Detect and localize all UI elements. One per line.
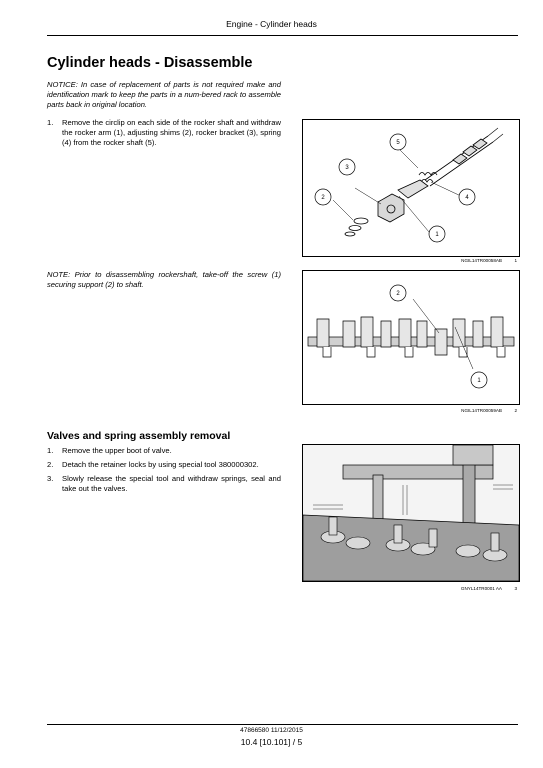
step-text: Remove the upper boot of valve. [62, 446, 172, 455]
callout-label: 3 [345, 165, 349, 171]
callout-label: 4 [465, 195, 469, 201]
step-number: 1. [47, 446, 54, 455]
figure-number: 2 [514, 408, 517, 413]
note-rockershaft: NOTE: Prior to disassembling rockershaft, take-off the screw (1) securing support (2) to shaft. [47, 270, 281, 289]
callout-label: 5 [396, 140, 400, 146]
list-item [47, 118, 281, 148]
step-number: 2. [47, 460, 54, 469]
callout-label: 1 [477, 378, 481, 384]
notice-replacement: NOTICE: In case of replacement of parts is not required make and identification mark to keep the parts in a num-bered rack to assemble parts back in original location. [47, 80, 281, 109]
callout-label: 2 [396, 291, 400, 297]
rocker-exploded-drawing [303, 120, 519, 256]
figure-rocker-exploded [302, 119, 520, 257]
figure-valve-tool [302, 444, 520, 582]
figure-rocker-assembled [302, 270, 520, 405]
step-number: 1. [47, 118, 54, 127]
list-item [47, 474, 281, 494]
list-item [47, 460, 281, 470]
disassembly-steps [47, 118, 281, 148]
footer-rule [47, 724, 518, 725]
valve-tool-drawing [303, 445, 519, 581]
list-item [47, 446, 281, 456]
footer-page-ref: 10.4 [10.101] / 5 [240, 737, 303, 747]
callout-label: 2 [321, 195, 325, 201]
page-title: Cylinder heads - Disassemble [47, 55, 253, 71]
figure-code: GNYL14TR0001 AA [460, 586, 502, 591]
rocker-assembled-drawing [303, 271, 519, 404]
header-rule [47, 35, 518, 36]
subsection-title: Valves and spring assembly removal [47, 430, 231, 442]
valve-removal-steps [47, 446, 281, 494]
running-header: Engine - Cylinder heads [226, 19, 317, 29]
step-text: Detach the retainer locks by using special tool 380000302. [62, 460, 259, 469]
figure-number: 1 [514, 258, 517, 263]
figure-code: NGIL14TR00059AB [461, 408, 502, 413]
callout-label: 1 [435, 232, 439, 238]
step-number: 3. [47, 474, 54, 483]
step-text: Remove the circlip on each side of the rocker shaft and withdraw the rocker arm (1), adjusting shims (2), rocker bracket (3), spring (4) from the rocker shaft (5). [62, 118, 281, 147]
figure-number: 3 [514, 586, 517, 591]
footer-doc-ref: 47866580 11/12/2015 [240, 727, 303, 734]
step-text: Slowly release the special tool and withdraw springs, seal and take out the valves. [62, 474, 281, 493]
figure-code: NGIL14TR00058AB [461, 258, 502, 263]
